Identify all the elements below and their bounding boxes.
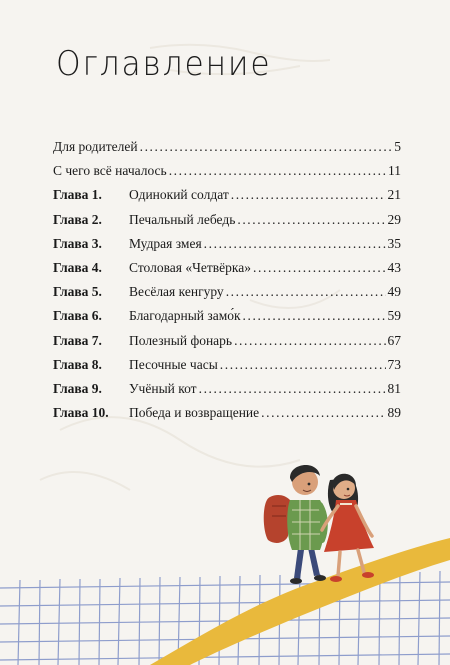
toc-entry-title: Победа и возвращение xyxy=(129,405,260,421)
toc-chapter-number: Глава 1. xyxy=(53,187,102,203)
toc-entry-title: Мудрая змея xyxy=(129,235,202,251)
toc-entry-page: 29 xyxy=(387,211,401,227)
toc-chapter-number: Глава 4. xyxy=(53,259,102,275)
toc-entry-title: Благодарный замо́к xyxy=(129,308,241,324)
toc-entry-page: 81 xyxy=(387,380,401,396)
toc-entry-page: 59 xyxy=(387,308,401,324)
page-title: Оглавление xyxy=(56,44,272,84)
toc-entry-title: Печальный лебедь xyxy=(129,211,236,227)
toc-chapter-number: Глава 7. xyxy=(53,332,102,348)
toc-entry-title: Песочные часы xyxy=(129,356,218,372)
toc-entry-page: 35 xyxy=(387,235,401,251)
toc-chapter-number: Глава 2. xyxy=(53,211,102,227)
toc-chapter-number: Глава 5. xyxy=(53,284,102,300)
toc-entry-page: 11 xyxy=(388,163,401,179)
toc-entry-page: 49 xyxy=(387,284,401,300)
toc-entry-title: Полезный фонарь xyxy=(129,332,233,348)
toc-entry-page: 73 xyxy=(387,356,401,372)
toc-entry-page: 21 xyxy=(387,187,401,203)
toc-entry-title: Для родителей xyxy=(53,139,138,154)
toc-entry-page: 43 xyxy=(387,259,401,275)
toc-entry-page: 5 xyxy=(394,139,401,154)
toc-entry-page: 89 xyxy=(387,405,401,421)
toc-chapter-number: Глава 6. xyxy=(53,308,102,324)
toc-entry-title: Весёлая кенгуру xyxy=(129,284,224,300)
grid-paper xyxy=(0,571,450,665)
toc-chapter-number: Глава 9. xyxy=(53,380,102,396)
toc-chapter-number: Глава 3. xyxy=(53,235,102,251)
boy-figure xyxy=(264,465,326,584)
toc-entry-page: 67 xyxy=(387,332,401,348)
toc-chapter-number: Глава 10. xyxy=(53,405,109,421)
toc-entry-title: Одинокий солдат xyxy=(129,187,229,203)
toc-entry-title: Учёный кот xyxy=(129,380,197,396)
toc-entry-title: С чего всё началось xyxy=(53,163,167,179)
toc-chapter-number: Глава 8. xyxy=(53,356,102,372)
toc-entry-title: Столовая «Четвёрка» xyxy=(129,259,252,275)
